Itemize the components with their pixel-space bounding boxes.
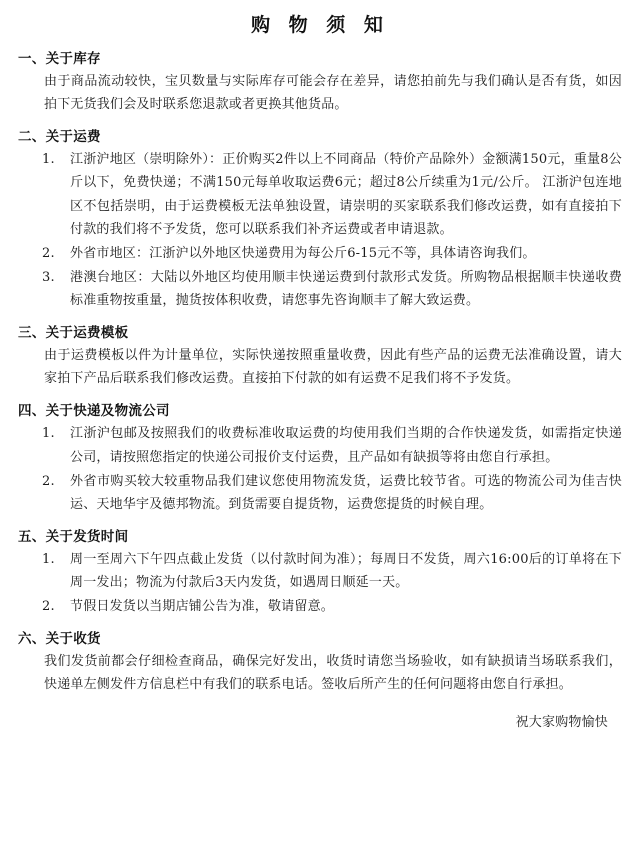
list-item [18,595,622,618]
ordered-list [18,422,622,516]
list-item-text-continued: 江浙沪包连地区不包括崇明，由于运费模板无法单独设置，请崇明的买家联系我们修改运费，如有直接拍下付款的我们将不予发货，您可以联系我们补齐运费或者申请退款。 [70,175,623,237]
section-heading: 三、关于运费模板 [18,325,129,342]
section-heading: 六、关于收货 [18,631,101,648]
list-item-number: 2. [42,599,55,615]
section-dispatch-time [18,525,622,618]
section-heading: 二、关于运费 [18,129,101,146]
list-item-text: 江浙沪地区（崇明除外）：正价购买2件以上不同商品（特价产品除外）金额满150元，重量8公斤以下，免费快递；不满150元每单收取运费6元；超过8公斤续重为1元/公斤。 [70,152,622,191]
signoff-text: 祝大家购物愉快 [515,714,608,730]
section-couriers [18,399,622,516]
list-item-text: 外省市购买较大较重物品我们建议您使用物流发货，运费比较节省。可选的物流公司为佳吉快运、天地华宇及德邦物流。到货需要自提货物，运费您提货的时候自理。 [70,473,622,512]
list-item-text: 外省市地区：江浙沪以外地区快递费用为每公斤6-15元不等，具体请咨询我们。 [70,245,536,261]
list-item [18,148,622,241]
section-heading: 五、关于发货时间 [18,528,129,545]
list-item-text: 周一至周六下午四点截止发货（以付款时间为准）；每周日不发货，周六16:00后的订单将在下周一发出；物流为付款后3天内发货，如遇周日顺延一天。 [70,551,622,590]
list-item-number: 1. [42,152,55,168]
list-item [18,242,622,265]
list-item [18,266,622,312]
list-item-number: 3. [42,269,55,285]
ordered-list [18,548,622,618]
page-title: 购 物 须 知 [251,14,389,36]
list-item-number: 2. [42,245,55,261]
list-item-number: 2. [42,473,55,489]
ordered-list [18,148,622,312]
section-heading: 一、关于库存 [18,51,101,67]
section-receiving [18,627,622,696]
section-paragraph: 由于运费模板以件为计量单位，实际快递按照重量收费，因此有些产品的运费无法准确设置，请大家拍下产品后联系我们修改运费。直接拍下付款的如有运费不足我们将不予发货。 [44,348,622,387]
list-item [18,422,622,468]
list-item-text: 江浙沪包邮及按照我们的收费标准收取运费的均使用我们当期的合作快递发货，如需指定快递公司，请按照您指定的快递公司报价支付运费，且产品如有缺损等将由您自行承担。 [70,426,622,465]
list-item-number: 1. [42,426,55,442]
list-item [18,470,622,516]
section-paragraph: 由于商品流动较快，宝贝数量与实际库存可能会存在差异，请您拍前先与我们确认是否有货，如因拍下无货我们会及时联系您退款或者更换其他货品。 [44,74,622,113]
list-item-number: 1. [42,551,55,567]
list-item-text: 港澳台地区：大陆以外地区均使用顺丰快递运费到付款形式发货。所购物品根据顺丰快递收费标准重物按重量，抛货按体积收费，请您事先咨询顺丰了解大致运费。 [70,269,622,308]
section-shipping-fee [18,125,622,312]
section-fee-template [18,321,622,390]
section-paragraph: 我们发货前都会仔细检查商品，确保完好发出，收货时请您当场验收，如有缺损请当场联系我们，快递单左侧发件方信息栏中有我们的联系电话。签收后所产生的任何问题将由您自行承担。 [44,654,622,693]
list-item [18,548,622,594]
list-item-text: 节假日发货以当期店铺公告为准，敬请留意。 [70,599,335,615]
section-heading: 四、关于快递及物流公司 [18,403,170,420]
section-inventory [18,47,622,116]
